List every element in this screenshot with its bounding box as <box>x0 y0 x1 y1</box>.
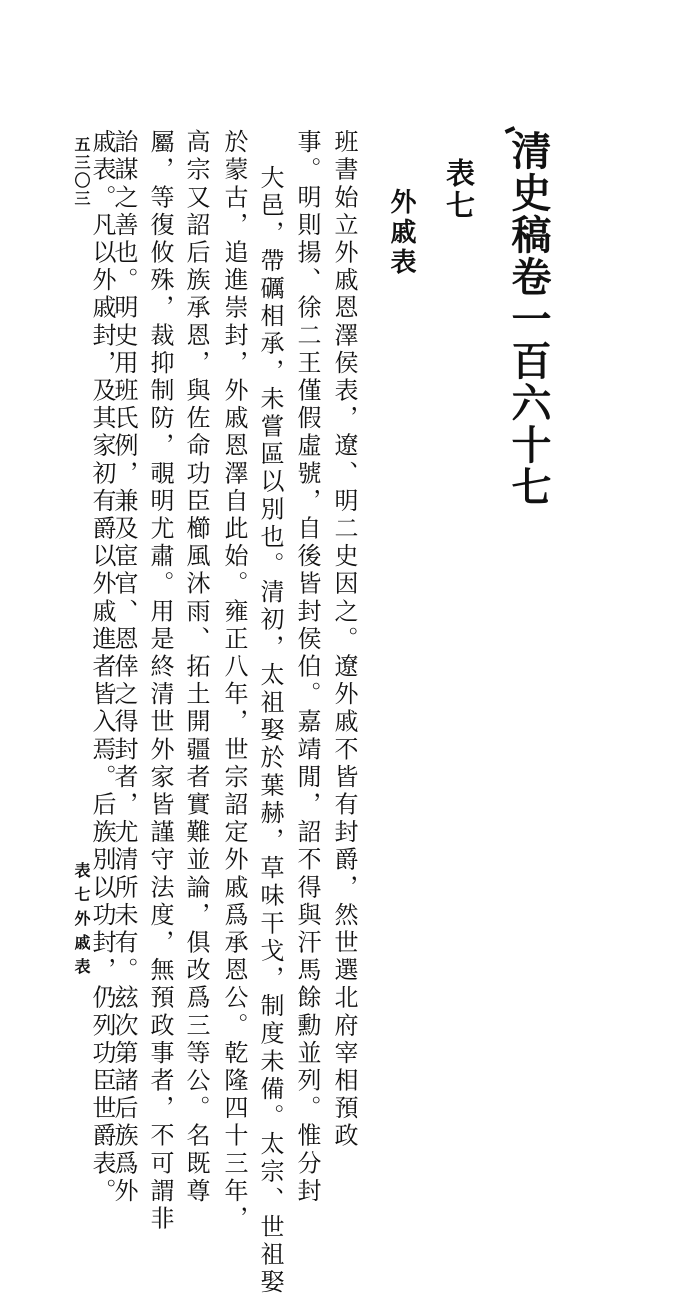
body-column-2: 事。明則揚、徐二王僅假虛號，自後皆封侯伯。嘉靖閒，詔不得與汗馬餘勳並列。惟分封 <box>293 129 321 1206</box>
volume-title: 清史稿卷一百六十七 <box>505 130 552 508</box>
section-title: 表七 <box>442 158 476 222</box>
body-column-6: 屬，等復攸殊，裁抑制防，覗明尤肅。用是終清世外家皆謹守法度，無預政事者，不可謂非 <box>146 129 174 1233</box>
body-column-8: 戚表。凡以外戚封，及其家初有爵以外戚進者皆入焉。后族別以功封，仍列功臣世爵表。 <box>88 129 116 1206</box>
page-number: 五三〇三 <box>72 136 91 208</box>
body-column-7: 詒謀之善也。明史用班氏例，兼及宦官、恩倖之得封者，尤清所未有。玆次第諸后族爲外 <box>110 129 138 1206</box>
body-column-1: 班書始立外戚恩澤侯表，遼、明二史因之。遼外戚不皆有封爵，然世選北府宰相預政 <box>330 129 358 1151</box>
running-footer: 表七外戚表 <box>72 862 91 982</box>
body-column-5: 高宗又詔后族承恩，與佐命功臣櫛風沐雨、拓土開疆者實難並論，俱改爲三等公。名既尊 <box>182 129 210 1206</box>
table-title: 外戚表 <box>386 188 416 278</box>
body-column-3: 大邑，帶礪相承，未嘗區以別也。清初，太祖娶於葉赫，草味干戈，制度未備。太宗、世祖娶 <box>256 165 284 1297</box>
body-column-4: 於蒙古，追進崇封，外戚恩澤自此始。雍正八年，世宗詔定外戚爲承恩公。乾隆四十三年， <box>220 129 248 1233</box>
